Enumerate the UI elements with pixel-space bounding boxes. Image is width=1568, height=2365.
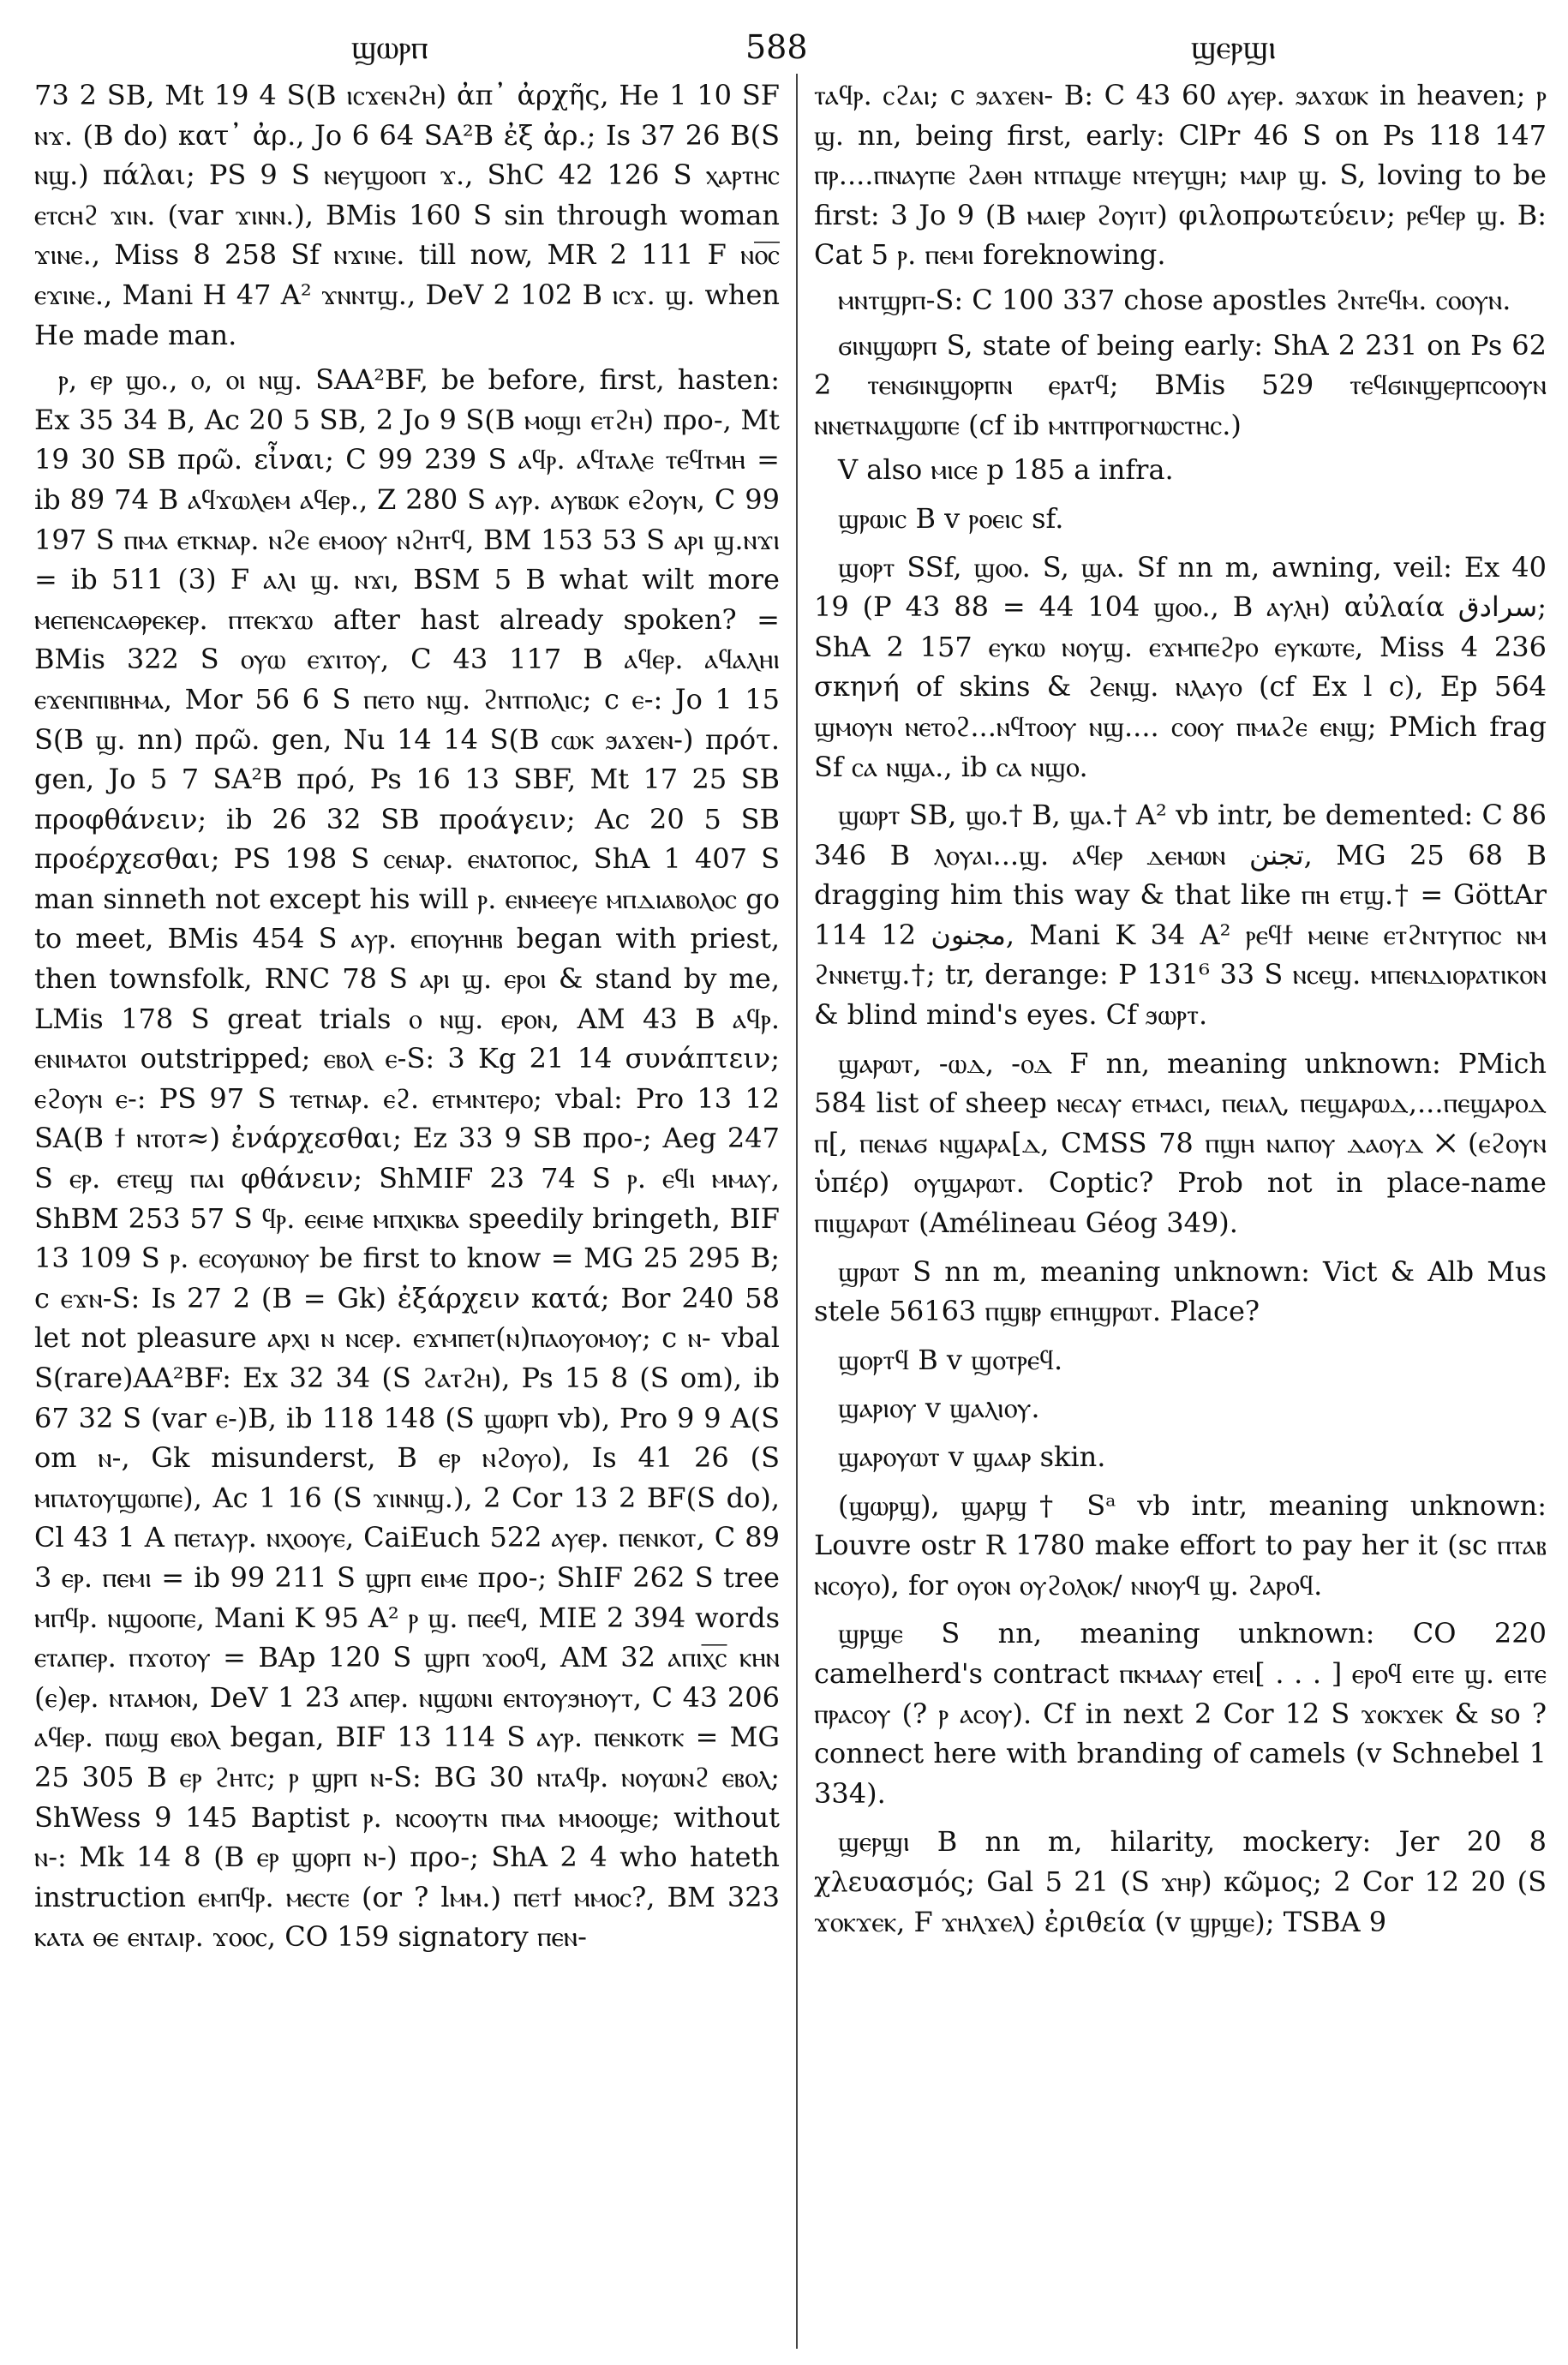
page-number: 588 bbox=[745, 28, 808, 66]
entry-subentry: ⲙⲛⲧϣⲣⲡ-S: C 100 337 chose apostles ϩⲛⲧⲉϥⲙ. ⲥⲟⲟⲩⲛ. bbox=[838, 283, 1511, 316]
entry-headword: ϣⲣⲱⲓⲥ B v ⲣⲟⲉⲓⲥ sf. bbox=[838, 501, 1064, 535]
entry-continuation: 73 2 SB, Mt 19 4 S(B ⲓⲥϫⲉⲛϩⲏ) ἀπ᾿ ἀρχῆς, He 1 10 SF ⲛϫ. (B do) κατ᾿ ἀρ., Jo 6 64 SA²B ἐξ ἀρ.; Is 37 26 B(S ⲛϣ.) πάλαι; PS 9 S ⲛⲉⲩϣⲟⲟⲡ ϫ., ShC 42 126 S ⲭⲁⲣⲧⲏⲥ ⲉⲧⲥⲏϩ ϫⲓⲛ. (var ϫⲓⲛⲛ.), BMis 160 S sin through woman ϫⲓⲛⲉ., Miss 8 258 Sf ⲛϫⲓⲛⲉ. till now, MR 2 111 F ⲛⲟ̅ⲥ̅ ⲉϫⲓⲛⲉ., Mani H 47 A² ϫⲛⲛⲧϣ., DeV 2 102 B ⲓⲥϫ. ϣ. when He made man. bbox=[34, 79, 780, 351]
header-right-headword: ϣⲉⲣϣⲓ bbox=[1191, 28, 1277, 66]
entry-headword: (ϣⲱⲣϣ), ϣⲁⲣϣ† Sᵃ vb intr, meaning unknown: Louvre ostr R 1780 make effort to pay her it (sc ⲡⲧⲁⲃ ⲛⲥⲟⲩⲟ), for ⲟⲩⲟⲛ ⲟⲩϩⲟⲗⲟⲕ/ ⲛⲛⲟⲩϥ ϣ. ϩⲁⲣⲟϥ. bbox=[814, 1488, 1547, 1602]
entry-headword: ϣⲣϣⲉ S nn, meaning unknown: CO 220 camelherd's contract ⲡⲕⲙⲁⲁⲩ ⲉⲧⲉⲓ[ . . . ] ⲉⲣⲟϥ ⲉⲓⲧⲉ ϣ. ⲉⲓⲧⲉ ⲡⲣⲁⲥⲟⲩ (? ⲣ ⲁⲥⲟⲩ). Cf in next 2 Cor 12 S ϫⲟⲕϫⲉⲕ & so ? connect here with branding of camels (v Schnebel 1 334). bbox=[814, 1617, 1547, 1810]
left-column bbox=[34, 75, 780, 2348]
entry-headword: ϣⲁⲣⲓⲟⲩ v ϣⲁⲗⲓⲟⲩ. bbox=[838, 1392, 1040, 1425]
column-divider bbox=[796, 74, 798, 2349]
page-header bbox=[0, 17, 1568, 77]
right-column bbox=[814, 75, 1547, 2348]
entry-headword: ϣⲟⲣⲧ SSf, ϣⲟⲟ. S, ϣⲁ. Sf nn m, awning, veil: Ex 40 19 (P 43 88 = 44 104 ϣⲟⲟ., B ⲁⲩⲗⲏ) αὐλαία سرادق; ShA 2 157 ⲉⲩⲕⲱ ⲛⲟⲩϣ. ⲉϫⲙⲡⲉϩⲣⲟ ⲉⲩⲕⲱⲧⲉ, Miss 4 236 σκηνή of skins & ϩⲉⲛϣ. ⲛⲗⲁⲩⲟ (cf Ex l c), Ep 564 ϣⲙⲟⲩⲛ ⲛⲉⲧⲟϩ...ⲛϥⲧⲟⲟⲩ ⲛϣ.... ⲥⲟⲟⲩ ⲡⲙⲁϩⲉ ⲉⲛϣ; PMich frag Sf ⲥⲁ ⲛϣⲁ., ib ⲥⲁ ⲛϣⲟ. bbox=[814, 550, 1547, 783]
entry-headword: ϣⲉⲣϣⲓ B nn m, hilarity, mockery: Jer 20 8 χλευασμός; Gal 5 21 (S ϫⲏⲣ) κῶμος; 2 Cor 12 20 (S ϫⲟⲕϫⲉⲕ, F ϫⲏⲗϫⲉⲗ) ἐριθεία (v ϣⲣϣⲉ); TSBA 9 bbox=[814, 1825, 1547, 1938]
entry-paragraph: ⲣ, ⲉⲣ ϣⲟ., ⲟ, ⲟⲓ ⲛϣ. SAA²BF, be before, first, hasten: Ex 35 34 B, Ac 20 5 SB, 2 Jo 9 S(B ⲙⲟϣⲓ ⲉⲧϩⲏ) προ-, Mt 19 30 SB πρῶ. εἶναι; C 99 239 S ⲁϥⲣ. ⲁϥⲧⲁⲗⲉ ⲧⲉϥⲧⲙⲏ = ib 89 74 B ⲁϥϫⲱⲗⲉⲙ ⲁϥⲉⲣ., Z 280 S ⲁⲩⲣ. ⲁⲩⲃⲱⲕ ⲉϩⲟⲩⲛ, C 99 197 S ⲡⲙⲁ ⲉⲧⲕⲛⲁⲣ. ⲛϩⲉ ⲉⲙⲟⲟⲩ ⲛϩⲏⲧϥ, BM 153 53 S ⲁⲣⲓ ϣ.ⲛϫⲓ = ib 511 (3) F ⲁⲗⲓ ϣ. ⲛϫⲓ, BSM 5 B what wilt more ⲙⲉⲡⲉⲛⲥⲁⲑⲣⲉⲕⲉⲣ. ⲡⲧⲉⲕϫⲱ after hast already spoken? = BMis 322 S ⲟⲩⲱ ⲉϫⲓⲧⲟⲩ, C 43 117 B ⲁϥⲉⲣ. ⲁϥⲁⲗⲏⲓ ⲉϫⲉⲛⲡⲓⲃⲏⲙⲁ, Mor 56 6 S ⲡⲉⲧⲟ ⲛϣ. ϩⲛⲧⲡⲟⲗⲓⲥ; c ⲉ-: Jo 1 15 S(B ϣ. nn) πρῶ. gen, Nu 14 14 S(B ⲥⲱⲕ ϧⲁϫⲉⲛ-) πρότ. gen, Jo 5 7 SA²B πρό, Ps 16 13 SBF, Mt 17 25 SB προφθάνειν; ib 26 32 SB προάγειν; Ac 20 5 SB προέρχεσθαι; PS 198 S ⲥⲉⲛⲁⲣ. ⲉⲛⲁⲧⲟⲡⲟⲥ, ShA 1 407 S man sinneth not except his will ⲣ. ⲉⲛⲙⲉⲉⲩⲉ ⲙⲡⲇⲓⲁⲃⲟⲗⲟⲥ go to meet, BMis 454 S ⲁⲩⲣ. ⲉⲡⲟⲩⲏⲏⲃ began with priest, then townsfolk, RNC 78 S ⲁⲣⲓ ϣ. ⲉⲣⲟⲓ & stand by me, LMis 178 S great trials ⲟ ⲛϣ. ⲉⲣⲟⲛ, AM 43 B ⲁϥⲣ. ⲉⲛⲓⲙⲁⲧⲟⲓ outstripped; ⲉⲃⲟⲗ ⲉ-S: 3 Kg 21 14 συνάπτειν; ⲉϩⲟⲩⲛ ⲉ-: PS 97 S ⲧⲉⲧⲛⲁⲣ. ⲉϩ. ⲉⲧⲙⲛⲧⲉⲣⲟ; vbal: Pro 13 12 SA(B ϯ ⲛⲧⲟⲧ≈) ἐνάρχεσθαι; Ez 33 9 SB προ-; Aeg 247 S ⲉⲣ. ⲉⲧⲉϣ ⲡⲁⲓ φθάνειν; ShMIF 23 74 S ⲣ. ⲉϥⲓ ⲙⲙⲁⲩ, ShBM 253 57 S ϥⲣ. ⲉⲉⲓⲙⲉ ⲙⲡⲭⲓⲕⲃⲁ speedily bringeth, BIF 13 109 S ⲣ. ⲉⲥⲟⲩⲱⲛⲟⲩ be first to know = MG 25 295 B; c ⲉϫⲛ-S: Is 27 2 (B = Gk) ἐξάρχειν κατά; Bor 240 58 let not pleasure ⲁⲣⲭⲓ ⲛ ⲛⲥⲉⲣ. ⲉϫⲙⲡⲉⲧ(ⲛ)ⲡⲁⲟⲩⲟⲙⲟⲩ; c ⲛ- vbal S(rare)AA²BF: Ex 32 34 (S ϩⲁⲧϩⲏ), Ps 15 8 (S om), ib 67 32 S (var ⲉ-)B, ib 118 148 (S ϣⲱⲣⲡ vb), Pro 9 9 A(S om ⲛ-, Gk misunderst, B ⲉⲣ ⲛϩⲟⲩⲟ), Is 41 26 (S ⲙⲡⲁⲧⲟⲩϣⲱⲡⲉ), Ac 1 16 (S ϫⲓⲛⲛϣ.), 2 Cor 13 2 BF(S do), Cl 43 1 A ⲡⲉⲧⲁⲩⲣ. ⲛⲭⲟⲟⲩⲉ, CaiEuch 522 ⲁⲩⲉⲣ. ⲡⲉⲛⲕⲟⲧ, C 89 3 ⲉⲣ. ⲡⲉⲙⲓ = ib 99 211 S ϣⲣⲡ ⲉⲓⲙⲉ προ-; ShIF 262 S tree ⲙⲡϥⲣ. ⲛϣⲟⲟⲡⲉ, Mani K 95 A² ⲣ ϣ. ⲡⲉⲉϥ, MIE 2 394 words ⲉⲧⲁⲡⲉⲣ. ⲡϫⲟⲧⲟⲩ = BAp 120 S ϣⲣⲡ ϫⲟⲟϥ, AM 32 ⲁⲡⲓⲭ̅ⲥ̅ ⲕⲏⲛ (ⲉ)ⲉⲣ. ⲛⲧⲁⲙⲟⲛ, DeV 1 23 ⲁⲡⲉⲣ. ⲛϣⲱⲛⲓ ⲉⲛⲧⲟⲩϧⲏⲟⲩⲧ, C 43 206 ⲁϥⲉⲣ. ⲡⲱϣ ⲉⲃⲟⲗ began, BIF 13 114 S ⲁⲩⲣ. ⲡⲉⲛⲕⲟⲧⲕ = MG 25 305 B ⲉⲣ ϩⲏⲧⲥ; ⲣ ϣⲣⲡ ⲛ-S: BG 30 ⲛⲧⲁϥⲣ. ⲛⲟⲩⲱⲛϩ ⲉⲃⲟⲗ; ShWess 9 145 Baptist ⲣ. ⲛⲥⲟⲟⲩⲧⲛ ⲡⲙⲁ ⲙⲙⲟⲟϣⲉ; without ⲛ-: Mk 14 8 (B ⲉⲣ ϣⲟⲣⲡ ⲛ-) προ-; ShA 2 4 who hateth instruction ⲉⲙⲡϥⲣ. ⲙⲉⲥⲧⲉ (or ? lⲙⲙ.) ⲡⲉⲧϯ ⲙⲙⲟⲥ?, BM 323 ⲕⲁⲧⲁ ⲑⲉ ⲉⲛⲧⲁⲓⲣ. ϫⲟⲟⲥ, CO 159 signatory ⲡⲉⲛ- bbox=[34, 363, 780, 1954]
entry-headword: ϣⲁⲣⲟⲩⲱⲧ v ϣⲁⲁⲣ skin. bbox=[838, 1440, 1106, 1473]
entry-subentry: ϭⲓⲛϣⲱⲣⲡ S, state of being early: ShA 2 231 on Ps 62 2 ⲧⲉⲛϭⲓⲛϣⲟⲣⲡⲛ ⲉⲣⲁⲧϥ; BMis 529 ⲧⲉϥϭⲓⲛϣⲉⲣⲡⲥⲟⲟⲩⲛ ⲛⲛⲉⲧⲛⲁϣⲱⲡⲉ (cf ib ⲙⲛⲧⲡⲣⲟⲅⲛⲱⲥⲧⲏⲥ.) bbox=[814, 328, 1547, 441]
entry-headword: ϣⲟⲣⲧϥ B v ϣⲟⲧⲣⲉϥ. bbox=[838, 1343, 1063, 1376]
entry-headword: ϣⲱⲣⲧ SB, ϣⲟ.† B, ϣⲁ.† A² vb intr, be demented: C 86 346 B ⲗⲟⲩⲁⲓ...ϣ. ⲁϥⲉⲣ ⲇⲉⲙⲱⲛ تجنن, MG 25 68 B dragging him this way & that like ⲡⲏ ⲉⲧϣ.† = GöttAr 114 12 مجنون, Mani K 34 A² ⲣⲉϥϯ ⲙⲉⲓⲛⲉ ⲉⲧϩⲛⲧⲩⲡⲟⲥ ⲛⲙ ϩⲛⲛⲉⲧϣ.†; tr, derange: P 131⁶ 33 S ⲛⲥⲉϣ. ⲙⲡⲉⲛⲇⲓⲟⲣⲁⲧⲓⲕⲟⲛ & blind mind's eyes. Cf ϧⲱⲣⲧ. bbox=[814, 799, 1547, 1032]
entry-headword: ϣⲁⲣⲱⲧ, -ⲱⲇ, -ⲟⲇ F nn, meaning unknown: PMich 584 list of sheep ⲛⲉⲥⲁⲩ ⲉⲧⲙⲁⲥⲓ, ⲡⲉⲓⲁⲗ, ⲡⲉϣⲁⲣⲱⲇ,...ⲡⲉϣⲁⲣⲟⲇ ⲡ[, ⲡⲉⲛⲁϭ ⲛϣⲁⲣⲁ[ⲇ, CMSS 78 ⲡϣⲏ ⲛⲁⲡⲟⲩ ⲇⲁⲟⲩⲇ ✕ (ⲉϩⲟⲩⲛ ὑπέρ) ⲟⲩϣⲁⲣⲱⲧ. Coptic? Prob not in place-name ⲡⲓϣⲁⲣⲱⲧ (Amélineau Géog 349). bbox=[814, 1046, 1547, 1240]
header-left-headword: ϣⲱⲣⲡ bbox=[351, 28, 428, 66]
entry-continuation: ⲧⲁϥⲣ. ⲥϩⲁⲓ; c ϧⲁϫⲉⲛ- B: C 43 60 ⲁⲩⲉⲣ. ϧⲁϫⲱⲕ in heaven; ⲣ ϣ. nn, being first, early: ClPr 46 S on Ps 118 147 ⲡⲣ....ⲡⲛⲁⲩⲡⲉ ϩⲁⲑⲏ ⲛⲧⲡⲁϣⲉ ⲛⲧⲉⲩϣⲏ; ⲙⲁⲓⲣ ϣ. S, loving to be first: 3 Jo 9 (B ⲙⲁⲓⲉⲣ ϩⲟⲩⲓⲧ) φιλοπρωτεύειν; ⲣⲉϥⲉⲣ ϣ. B: Cat 5 ⲣ. ⲡⲉⲙⲓ foreknowing. bbox=[814, 79, 1547, 272]
entry-headword: ϣⲣⲱⲧ S nn m, meaning unknown: Vict & Alb Mus stele 56163 ⲡϣⲃⲣ ⲉⲡⲏϣⲣⲱⲧ. Place? bbox=[814, 1254, 1547, 1328]
entry-cross-reference: V also ⲙⲓⲥⲉ p 185 a infra. bbox=[838, 453, 1174, 487]
